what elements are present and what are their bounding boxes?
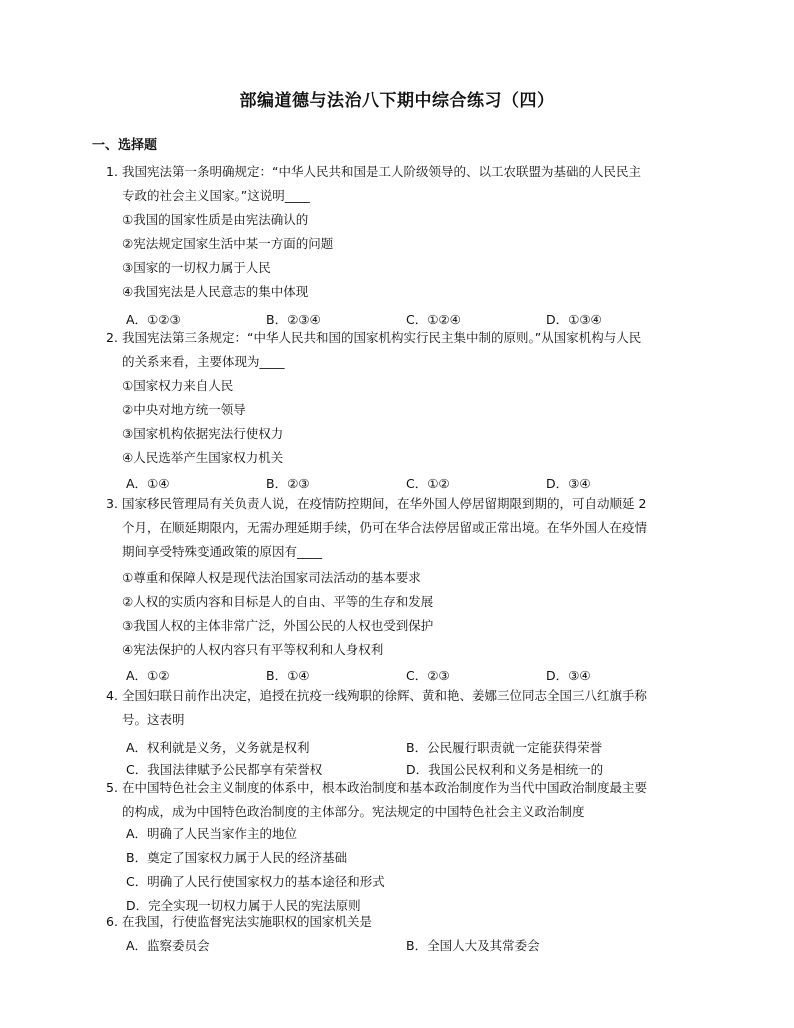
option-a[interactable]: A．①② [126, 668, 170, 683]
question-stem-line: 个月，在顺延期限内，无需办理延期手续，仍可在华合法停居留或正常出境。在华外国人在疫情 [122, 520, 648, 535]
statement-item: ②中央对地方统一领导 [122, 402, 246, 417]
option-a[interactable]: A．①④ [126, 476, 170, 491]
statement-item: ④我国宪法是人民意志的集中体现 [122, 284, 309, 299]
question-4 [106, 684, 706, 732]
section-heading: 一、选择题 [92, 138, 158, 153]
question-stem-line: 期间享受特殊变通政策的原因有____ [122, 544, 323, 559]
question-5 [106, 776, 706, 824]
option-b[interactable]: B．公民履行职责就一定能获得荣誉 [406, 740, 603, 755]
option-b[interactable]: B．奠定了国家权力属于人民的经济基础 [126, 850, 348, 865]
option-b[interactable]: B．①④ [266, 668, 310, 683]
question-number: 1. [106, 164, 118, 179]
question-stem-line: 在我国，行使监督宪法实施职权的国家机关是 [122, 914, 373, 929]
question-number: 5. [106, 780, 118, 795]
option-d[interactable]: D．③④ [546, 668, 591, 683]
statement-item: ①我国的国家性质是由宪法确认的 [122, 212, 309, 227]
statement-item: ④宪法保护的人权内容只有平等权利和人身权利 [122, 642, 384, 657]
option-a[interactable]: A．权利就是义务，义务就是权利 [126, 740, 310, 755]
statement-item: ③我国人权的主体非常广泛，外国公民的人权也受到保护 [122, 618, 434, 633]
question-number: 2. [106, 330, 118, 345]
option-d[interactable]: D．①③④ [546, 312, 602, 327]
question-stem-line: 在中国特色社会主义制度的体系中，根本政治制度和基本政治制度作为当代中国政治制度最主要 [122, 780, 648, 795]
statement-list [122, 208, 712, 304]
question-stem-line: 我国宪法第三条规定：“中华人民共和国的国家机构实行民主集中制的原则。”从国家机构与人民 [122, 330, 642, 345]
statement-item: ①国家权力来自人民 [122, 378, 234, 393]
option-d[interactable]: D．我国公民权利和义务是相统一的 [406, 762, 604, 777]
question-stem-line: 的构成，成为中国特色政治制度的主体部分。宪法规定的中国特色社会主义政治制度 [122, 804, 585, 819]
statement-item: ③国家的一切权力属于人民 [122, 260, 271, 275]
option-c[interactable]: C．①② [406, 476, 450, 491]
question-stem-line: 全国妇联日前作出决定，追授在抗疫一线殉职的徐辉、黄和艳、姜娜三位同志全国三八红旗手称 [122, 688, 648, 703]
question-3 [106, 492, 706, 564]
question-stem-line: 国家移民管理局有关负责人说，在疫情防控期间，在华外国人停居留期限到期的，可自动顺延 2 [122, 496, 647, 511]
answer-options [126, 822, 385, 918]
statement-item: ①尊重和保障人权是现代法治国家司法活动的基本要求 [122, 570, 421, 585]
question-stem-line: 号。这表明 [122, 712, 185, 727]
statement-item: ④人民选举产生国家权力机关 [122, 450, 284, 465]
question-2 [106, 326, 706, 374]
statement-item: ②宪法规定国家生活中某一方面的问题 [122, 236, 334, 251]
question-stem-line: 的关系来看，主要体现为____ [122, 354, 285, 369]
statement-item: ②人权的实质内容和目标是人的自由、平等的生存和发展 [122, 594, 434, 609]
statement-item: ③国家机构依据宪法行使权力 [122, 426, 284, 441]
option-c[interactable]: C．②③ [406, 668, 450, 683]
statement-list [122, 566, 712, 662]
option-a[interactable]: A．监察委员会 [126, 938, 210, 953]
option-c[interactable]: C．明确了人民行使国家权力的基本途径和形式 [126, 874, 385, 889]
option-b[interactable]: B．全国人大及其常委会 [406, 938, 540, 953]
question-number: 3. [106, 496, 118, 511]
option-d[interactable]: D．完全实现一切权力属于人民的宪法原则 [126, 898, 361, 913]
option-b[interactable]: B．②③④ [266, 312, 321, 327]
option-c[interactable]: C．我国法律赋予公民都享有荣誉权 [126, 762, 323, 777]
option-d[interactable]: D．③④ [546, 476, 591, 491]
question-number: 4. [106, 688, 118, 703]
option-a[interactable]: A．①②③ [126, 312, 181, 327]
option-b[interactable]: B．②③ [266, 476, 310, 491]
option-a[interactable]: A．明确了人民当家作主的地位 [126, 826, 298, 841]
statement-list [122, 374, 712, 470]
question-1 [106, 160, 706, 208]
question-6 [106, 910, 706, 934]
question-stem-line: 我国宪法第一条明确规定：“中华人民共和国是工人阶级领导的、以工农联盟为基础的人民民主 [122, 164, 641, 179]
page-title: 部编道德与法治八下期中综合练习（四） [239, 91, 555, 111]
question-number: 6. [106, 914, 118, 929]
question-stem-line: 专政的社会主义国家。”这说明____ [122, 188, 310, 203]
option-c[interactable]: C．①②④ [406, 312, 461, 327]
